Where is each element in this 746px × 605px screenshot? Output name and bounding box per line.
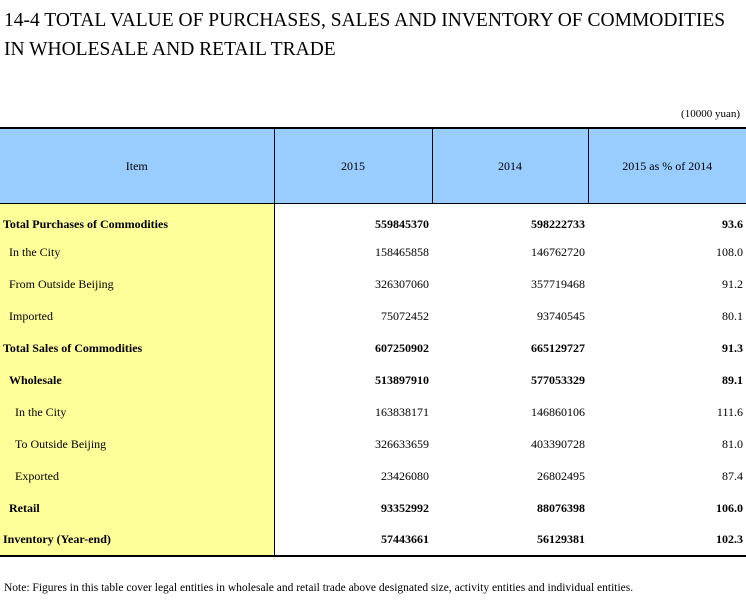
unit-label: (10000 yuan) xyxy=(681,108,740,120)
row-pct: 111.6 xyxy=(716,404,743,419)
row-value-2014: 598222733 xyxy=(531,216,585,231)
row-pct: 93.6 xyxy=(722,216,743,231)
row-value-2014: 56129381 xyxy=(432,524,588,556)
row-pct: 102.3 xyxy=(588,524,746,556)
footnote: Note: Figures in this table cover legal entities in wholesale and retail trade above designated size, activity entities and individual entities. xyxy=(4,582,634,594)
table-row xyxy=(0,428,746,460)
row-value-2014: 26802495 xyxy=(537,468,585,483)
row-item: To Outside Beijing xyxy=(0,428,274,460)
row-item: In the City xyxy=(0,236,274,268)
row-pct: 108.0 xyxy=(716,244,743,259)
row-pct: 87.4 xyxy=(722,468,743,483)
row-value-2015: 326307060 xyxy=(375,276,429,291)
table-row xyxy=(0,460,746,492)
row-item: Total Purchases of Commodities xyxy=(0,204,274,237)
row-value-2015: 326633659 xyxy=(375,436,429,451)
row-value-2015: 23426080 xyxy=(381,468,429,483)
row-value-2014: 93740545 xyxy=(537,308,585,323)
table-row xyxy=(0,204,746,237)
row-value-2015: 57443661 xyxy=(274,524,432,556)
row-pct: 91.2 xyxy=(722,276,743,291)
row-item: Total Sales of Commodities xyxy=(0,332,274,364)
row-pct: 91.3 xyxy=(722,340,743,355)
table-row xyxy=(0,492,746,524)
page-title: 14-4 TOTAL VALUE OF PURCHASES, SALES AND INVENTORY OF COMMODITIES IN WHOLESALE AND RETAIL TRADE xyxy=(4,10,726,60)
row-pct: 81.0 xyxy=(722,436,743,451)
table-row xyxy=(0,396,746,428)
table-row xyxy=(0,236,746,268)
row-value-2015: 163838171 xyxy=(375,404,429,419)
row-value-2014: 88076398 xyxy=(537,500,585,515)
row-item: In the City xyxy=(0,396,274,428)
row-value-2014: 665129727 xyxy=(531,340,585,355)
header-2014: 2014 xyxy=(432,128,588,204)
data-table xyxy=(0,127,746,557)
row-value-2015: 75072452 xyxy=(381,308,429,323)
table-row xyxy=(0,268,746,300)
header-pct: 2015 as % of 2014 xyxy=(588,128,746,204)
row-item: Exported xyxy=(0,460,274,492)
row-item: From Outside Beijing xyxy=(0,268,274,300)
row-item: Wholesale xyxy=(0,364,274,396)
header-row xyxy=(0,128,746,204)
table-row xyxy=(0,364,746,396)
row-value-2015: 513897910 xyxy=(375,372,429,387)
header-item: Item xyxy=(0,128,274,204)
table-row xyxy=(0,524,746,556)
row-value-2014: 577053329 xyxy=(531,372,585,387)
row-item: Imported xyxy=(0,300,274,332)
row-pct: 89.1 xyxy=(722,372,743,387)
row-value-2014: 146860106 xyxy=(531,404,585,419)
row-value-2015: 607250902 xyxy=(375,340,429,355)
row-pct: 80.1 xyxy=(722,308,743,323)
row-item: Inventory (Year-end) xyxy=(0,524,274,556)
row-value-2015: 93352992 xyxy=(381,500,429,515)
row-value-2014: 357719468 xyxy=(531,276,585,291)
row-value-2015: 559845370 xyxy=(375,216,429,231)
table-row xyxy=(0,332,746,364)
row-pct: 106.0 xyxy=(716,500,743,515)
row-value-2014: 403390728 xyxy=(531,436,585,451)
header-2015: 2015 xyxy=(274,128,432,204)
row-value-2014: 146762720 xyxy=(531,244,585,259)
row-item: Retail xyxy=(0,492,274,524)
row-value-2015: 158465858 xyxy=(375,244,429,259)
table-row xyxy=(0,300,746,332)
